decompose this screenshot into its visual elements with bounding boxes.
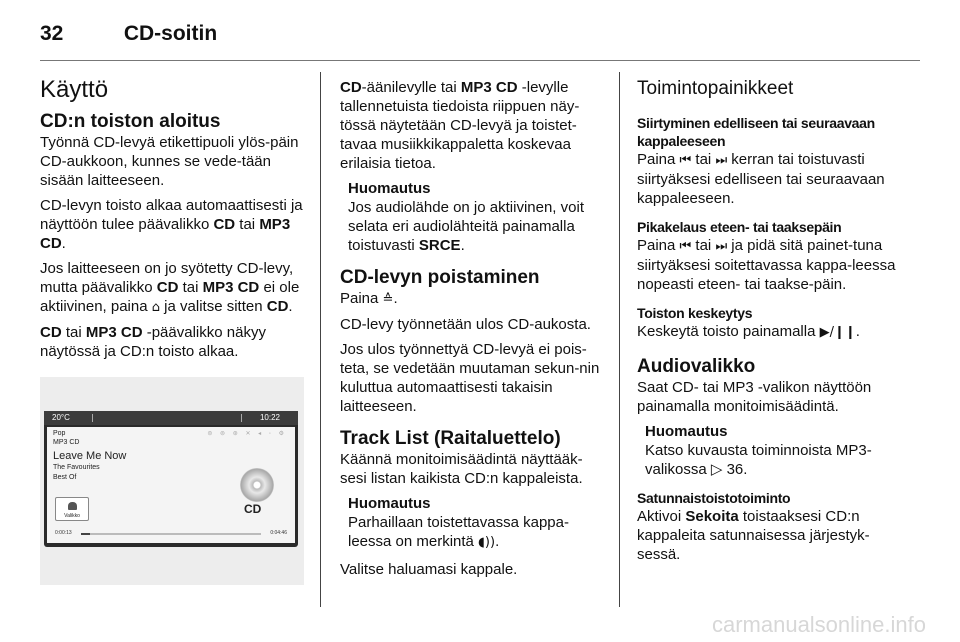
speaker-icon: ◖)) <box>478 535 496 550</box>
cd-disc-icon <box>240 468 274 502</box>
subsection-heading: Audiovalikko <box>637 356 756 377</box>
paragraph: Jos laitteeseen on jo syötetty CD-levy, mutta päävalikko CD tai MP3 CD ei ole aktiivinen, paina ⌂ ja valitse sitten CD. <box>40 260 300 315</box>
subsection-heading: CD-levyn poistaminen <box>340 267 540 288</box>
source-label: Pop <box>53 430 66 437</box>
paragraph: CD-äänilevylle tai MP3 CD -levylle tallennetuista tiedoista riippuen näy-tössä näytetään CD-levyä ja toistet-tavaa musiikkikappaletta koskevaa erilaisia tietoa. <box>340 79 580 172</box>
next-track-icon: ⏭ <box>715 153 728 168</box>
total-time: 0:04:46 <box>270 530 287 536</box>
note-title: Huomautus <box>645 423 728 440</box>
note-box <box>340 179 604 255</box>
status-bar <box>44 411 298 425</box>
note-title: Huomautus <box>348 495 431 512</box>
cd-menu-figure <box>40 377 304 585</box>
watermark: carmanualsonline.info <box>711 612 926 637</box>
section-heading: Toimintopainikkeet <box>637 78 794 99</box>
paragraph: CD-levyn toisto alkaa automaattisesti ja näyttöön tulee päävalikko CD tai MP3 CD. <box>40 197 303 252</box>
subsection-heading: CD:n toiston aloitus <box>40 111 221 132</box>
paragraph: Paina ⏮ tai ⏭ kerran tai toistuvasti siirtyäksesi edelliseen tai seuraavaan kappaleeseen. <box>637 151 885 207</box>
previous-track-icon: ⏮ <box>679 239 692 254</box>
page-reference: ▷ 36 <box>710 461 744 478</box>
column-2 <box>340 78 604 585</box>
home-icon: ⌂ <box>151 300 161 315</box>
paragraph: Paina ≙. <box>340 290 398 307</box>
status-icons: ⊜ ⊚ ⊛ ✕ ◂ ◦ ⚙ <box>207 431 287 437</box>
paragraph: Työnnä CD-levyä etikettipuoli ylös-päin CD-aukkoon, kunnes se vede-tään sisään laitteeseen. <box>40 134 299 189</box>
section-heading: Käyttö <box>40 76 109 103</box>
note-text: Parhaillaan toistettavassa kappa-leessa on merkintä ◖)). <box>348 514 569 550</box>
elapsed-time: 0:00:13 <box>55 530 72 536</box>
next-track-icon: ⏭ <box>715 239 728 254</box>
artist-name: The Favourites <box>53 464 100 471</box>
note-text: Jos audiolähde on jo aktiivinen, voit selata eri audiolähteitä painamalla toistuvasti SRCE. <box>348 199 584 254</box>
paragraph: CD-levy työnnetään ulos CD-aukosta. <box>340 316 591 333</box>
paragraph: Aktivoi Sekoita toistaaksesi CD:n kappaleita satunnaisessa järjestyk-sessä. <box>637 508 870 563</box>
column-1 <box>40 70 304 367</box>
display-screen <box>44 411 298 547</box>
note-title: Huomautus <box>348 180 431 197</box>
page-number: 32 <box>40 22 64 45</box>
previous-track-icon: ⏮ <box>679 153 692 168</box>
subsection-heading: Track List (Raitaluettelo) <box>340 428 561 449</box>
paragraph: Paina ⏮ tai ⏭ ja pidä sitä painet-tuna siirtyäksesi soitettavassa kappa-leessa nopeasti eteen- tai taakse-päin. <box>637 237 896 293</box>
column-3 <box>637 78 905 570</box>
paragraph: Saat CD- tai MP3 -valikon näyttöön painamalla monitoimisäädintä. <box>637 379 872 415</box>
column-divider-1 <box>320 72 321 607</box>
paragraph: Jos ulos työnnettyä CD-levyä ei pois-teta, se vedetään muutaman sekun-nin kuluttua automaattisesti takaisin laitteeseen. <box>340 341 600 415</box>
play-pause-icon: ▶/❙❙ <box>819 325 856 340</box>
note-box <box>340 494 604 552</box>
subsection-title: Pikakelaus eteen- tai taaksepäin <box>637 219 842 235</box>
subsection-title: Toiston keskeytys <box>637 305 753 321</box>
column-divider-2 <box>619 72 620 607</box>
track-title: Leave Me Now <box>53 450 127 462</box>
progress-fill <box>81 533 90 535</box>
page-header <box>40 22 217 46</box>
header-rule <box>40 60 920 61</box>
paragraph: CD tai MP3 CD -päävalikko näkyy näytössä ja CD:n toisto alkaa. <box>40 324 266 360</box>
progress-bar[interactable] <box>81 533 261 535</box>
cd-main-menu <box>47 427 295 543</box>
paragraph: Valitse haluamasi kappale. <box>340 561 518 578</box>
clock: 10:22 <box>259 413 280 422</box>
menu-button[interactable]: Valikko <box>55 497 89 521</box>
temperature: 20°C <box>52 413 70 422</box>
paragraph: Keskeytä toisto painamalla ▶/❙❙. <box>637 323 860 340</box>
paragraph: Käännä monitoimisäädintä näyttääk-sesi listan kaikista CD:n kappaleista. <box>340 451 583 487</box>
subsection-title: Satunnaistoistotoiminto <box>637 490 791 506</box>
note-text: Katso kuvausta toiminnoista MP3-valikossa ▷ 36. <box>645 442 872 478</box>
subsection-title: Siirtyminen edelliseen tai seuraavaan kappaleeseen <box>637 115 875 149</box>
menu-icon <box>68 502 77 510</box>
disc-label: CD <box>244 502 262 516</box>
media-label: MP3 CD <box>53 439 80 446</box>
eject-icon: ≙ <box>382 292 394 307</box>
album-name: Best Of <box>53 474 77 481</box>
note-box <box>637 422 905 479</box>
chapter-title: CD-soitin <box>123 22 218 45</box>
